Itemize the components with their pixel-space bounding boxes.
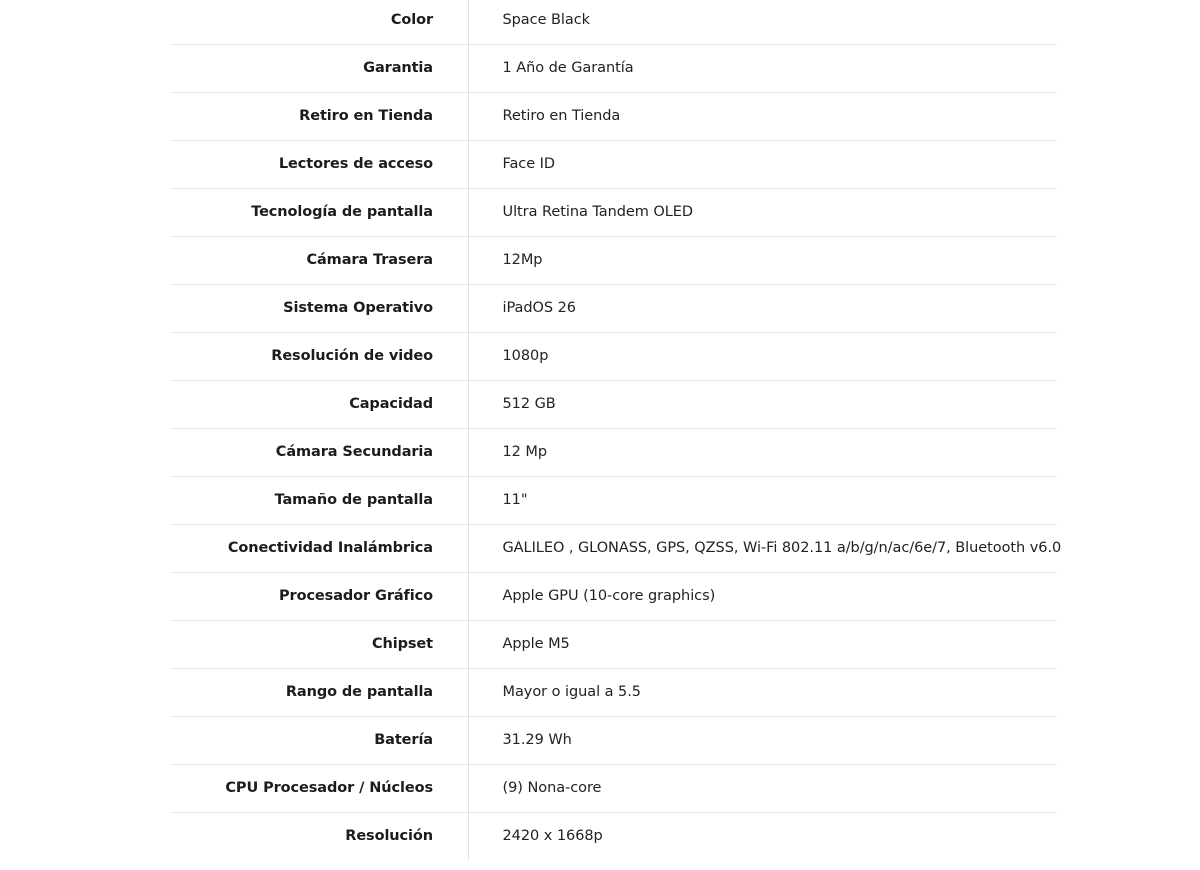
column-divider	[433, 332, 468, 380]
spec-row	[171, 476, 1057, 524]
column-divider	[433, 0, 468, 44]
spec-value: Face ID	[468, 140, 1057, 188]
spec-label: Sistema Operativo	[171, 284, 433, 332]
spec-label: Capacidad	[171, 380, 433, 428]
spec-row	[171, 284, 1057, 332]
column-divider	[433, 380, 468, 428]
column-divider	[433, 572, 468, 620]
product-specifications-sheet	[171, 0, 1062, 860]
specifications-table-body	[171, 0, 1062, 860]
spec-row	[171, 236, 1057, 284]
spec-value: Space Black	[468, 0, 1057, 44]
spec-row	[171, 716, 1057, 764]
spec-value: Mayor o igual a 5.5	[468, 668, 1057, 716]
column-divider	[433, 92, 468, 140]
spec-value: 31.29 Wh	[468, 716, 1057, 764]
spec-row	[171, 668, 1057, 716]
spec-value: (9) Nona-core	[468, 764, 1057, 812]
column-divider	[433, 44, 468, 92]
column-divider	[433, 428, 468, 476]
spec-value: Retiro en Tienda	[468, 92, 1057, 140]
spec-label: Color	[171, 0, 433, 44]
column-divider	[433, 620, 468, 668]
spec-value: Apple GPU (10-core graphics)	[468, 572, 1057, 620]
column-divider	[433, 716, 468, 764]
column-divider	[433, 764, 468, 812]
spec-row	[171, 812, 1057, 860]
spec-row	[171, 620, 1057, 668]
spec-row	[171, 92, 1057, 140]
spec-value: 2420 x 1668p	[502, 828, 603, 845]
spec-value: 512 GB	[468, 380, 1057, 428]
spec-value: GALILEO , GLONASS, GPS, QZSS, Wi-Fi 802.11 a/b/g/n/ac/6e/7, Bluetooth v6.0	[468, 524, 1057, 572]
spec-label: Conectividad Inalámbrica	[171, 524, 433, 572]
spec-label: Tamaño de pantalla	[171, 476, 433, 524]
spec-value: Apple M5	[468, 620, 1057, 668]
specifications-table	[171, 0, 1062, 860]
column-divider	[433, 668, 468, 716]
spec-row	[171, 140, 1057, 188]
spec-value: 1 Año de Garantía	[468, 44, 1057, 92]
spec-label: Rango de pantalla	[171, 668, 433, 716]
spec-row	[171, 428, 1057, 476]
spec-label: Resolución	[345, 828, 433, 845]
spec-value: 1080p	[468, 332, 1057, 380]
column-divider	[433, 284, 468, 332]
spec-row	[171, 0, 1057, 44]
spec-label: Chipset	[171, 620, 433, 668]
spec-label: Cámara Secundaria	[171, 428, 433, 476]
spec-label: Garantia	[171, 44, 433, 92]
spec-row	[171, 332, 1057, 380]
spec-value: Ultra Retina Tandem OLED	[468, 188, 1057, 236]
spec-row	[171, 380, 1057, 428]
spec-label: CPU Procesador / Núcleos	[171, 764, 433, 812]
column-divider	[433, 524, 468, 572]
spec-label: Lectores de acceso	[171, 140, 433, 188]
spec-label: Resolución de video	[171, 332, 433, 380]
spec-label: Cámara Trasera	[171, 236, 433, 284]
spec-value: 12Mp	[468, 236, 1057, 284]
spec-row	[171, 764, 1057, 812]
column-divider	[433, 236, 468, 284]
spec-value: 11"	[468, 476, 1057, 524]
spec-value: 12 Mp	[468, 428, 1057, 476]
column-divider	[433, 140, 468, 188]
spec-label: Retiro en Tienda	[171, 92, 433, 140]
spec-label: Batería	[171, 716, 433, 764]
spec-label: Tecnología de pantalla	[171, 188, 433, 236]
column-divider	[433, 188, 468, 236]
spec-row	[171, 188, 1057, 236]
spec-row	[171, 524, 1057, 572]
spec-value: iPadOS 26	[468, 284, 1057, 332]
spec-label: Procesador Gráfico	[171, 572, 433, 620]
spec-row	[171, 44, 1057, 92]
spec-row	[171, 572, 1057, 620]
column-divider	[433, 476, 468, 524]
column-divider	[433, 812, 468, 860]
